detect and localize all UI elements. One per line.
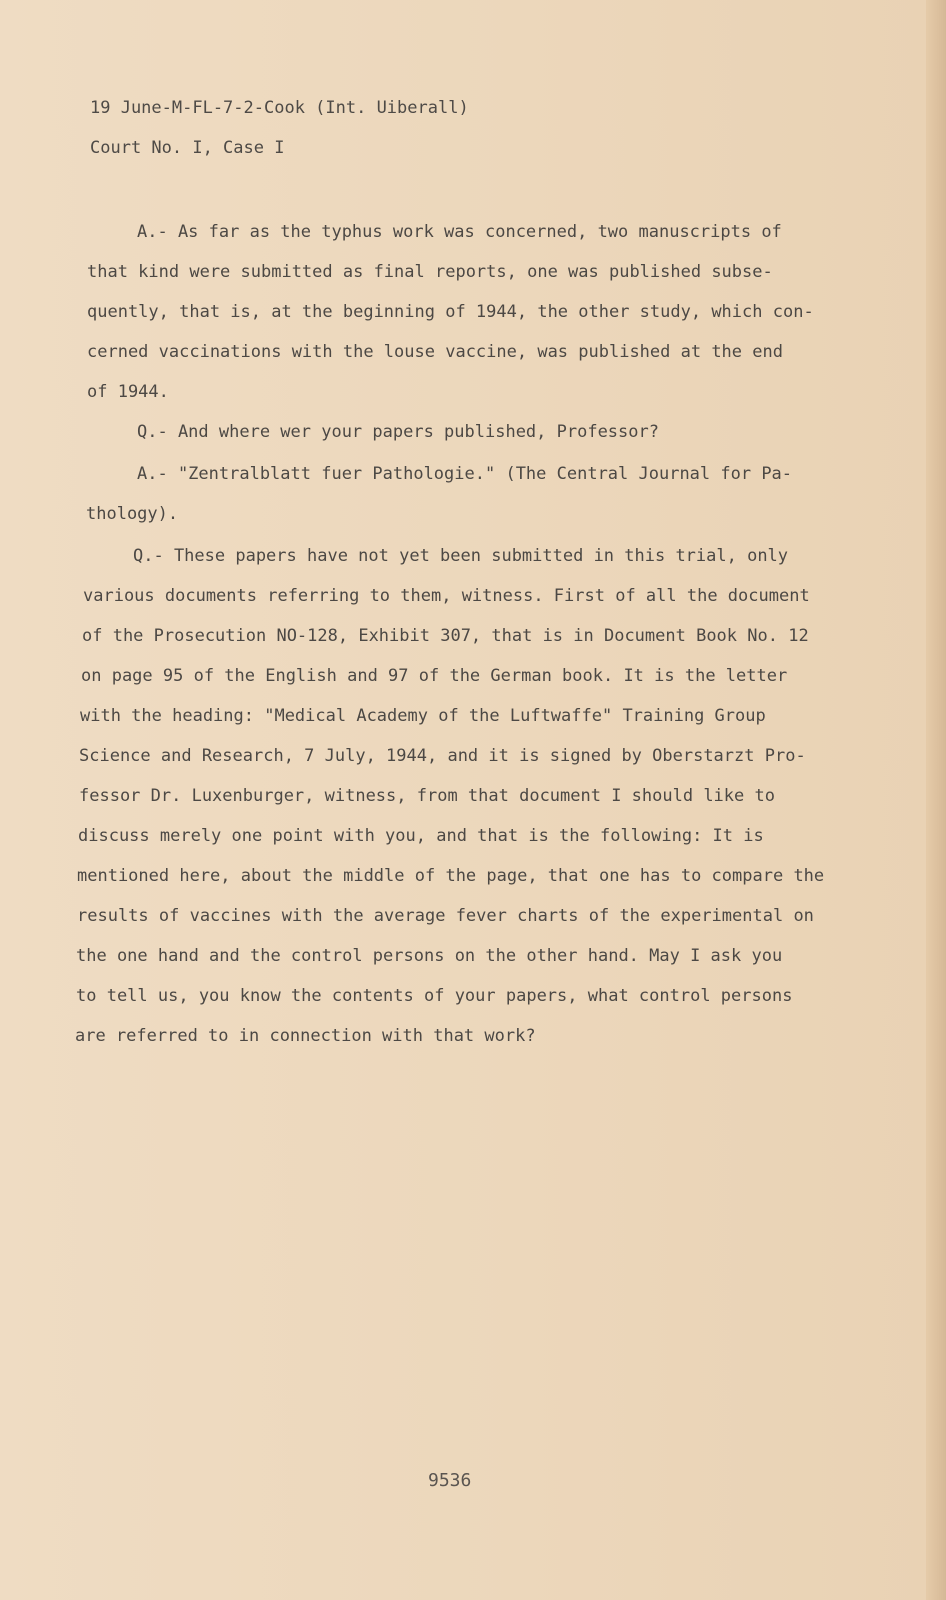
body-line: various documents referring to them, witness. First of all the document [83,586,810,606]
body-line: Q.- These papers have not yet been submitted in this trial, only [133,546,789,566]
body-line: of 1944. [87,382,169,402]
body-line: with the heading: "Medical Academy of the Luftwaffe" Training Group [80,706,766,726]
body-line: Q.- And where wer your papers published, Professor? [137,422,659,442]
body-line: are referred to in connection with that work? [75,1026,536,1046]
body-line: on page 95 of the English and 97 of the German book. It is the letter [81,666,788,686]
body-line: quently, that is, at the beginning of 1944, the other study, which con- [87,302,814,322]
body-line: mentioned here, about the middle of the page, that one has to compare the [77,866,825,886]
page-number: 9536 [428,1470,472,1491]
body-line: thology). [86,504,179,524]
body-line: cerned vaccinations with the louse vaccine, was published at the end [87,342,783,362]
body-line: of the Prosecution NO-128, Exhibit 307, that is in Document Book No. 12 [82,626,809,646]
body-line: fessor Dr. Luxenburger, witness, from that document I should like to [79,786,775,806]
body-line: results of vaccines with the average fever charts of the experimental on [77,906,814,926]
body-line: discuss merely one point with you, and that is the following: It is [78,826,764,846]
body-line: to tell us, you know the contents of your papers, what control persons [76,986,793,1006]
body-line: the one hand and the control persons on the other hand. May I ask you [76,946,783,966]
header-line-2: Court No. I, Case I [90,138,285,158]
page-edge [926,0,946,1600]
header-line-1: 19 June-M-FL-7-2-Cook (Int. Uiberall) [90,98,469,118]
body-line: that kind were submitted as final reports, one was published subse- [87,262,773,282]
body-line: A.- "Zentralblatt fuer Pathologie." (The Central Journal for Pa- [137,464,793,484]
body-line: A.- As far as the typhus work was concerned, two manuscripts of [137,222,782,242]
body-line: Science and Research, 7 July, 1944, and it is signed by Oberstarzt Pro- [79,746,806,766]
